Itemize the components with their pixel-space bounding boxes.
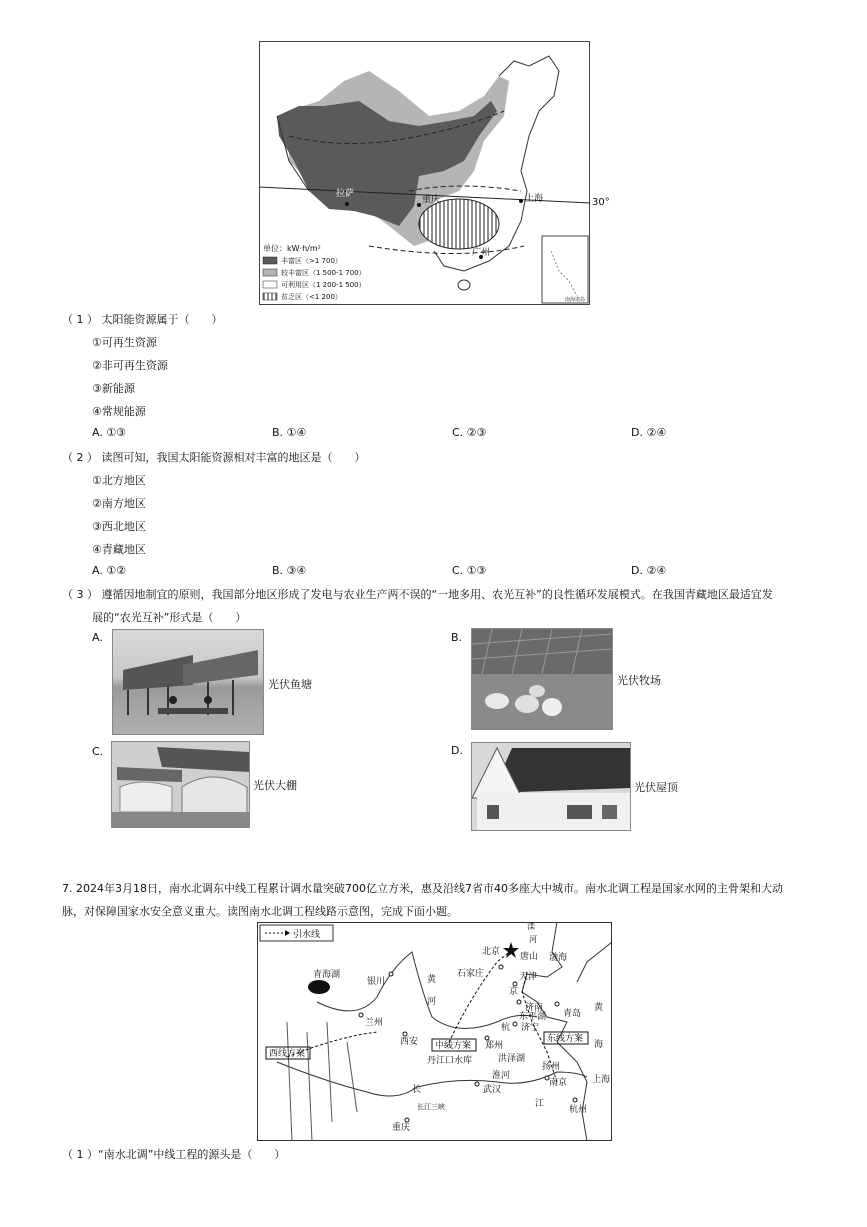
- q7-1-stem: （ 1 ）“南水北调”中线工程的源头是（ ）: [62, 1148, 286, 1161]
- label-qinghai: 青海湖: [313, 970, 341, 980]
- label-hang: 杭: [501, 1023, 511, 1033]
- label-luan: 滦: [527, 922, 535, 931]
- q7-intro-line1: 7. 2024年3月18日，南水北调东中线工程累计调水量突破700亿立方米，惠及沿线7省市40多座大中城市。南水北调工程是国家水网的主骨架和大动: [62, 882, 783, 895]
- legend-item-usable: 可利用区（1 200-1 500）: [281, 281, 366, 289]
- label-hongze: 洪泽湖: [498, 1054, 526, 1064]
- label-tianjin: 天津: [519, 972, 538, 982]
- label-tangshan: 唐山: [520, 952, 539, 962]
- q3-option-a-label: 光伏鱼塘: [268, 678, 312, 691]
- legend-title: 单位：kW·h/m²: [263, 244, 321, 253]
- q2-item-4: ④青藏地区: [92, 543, 146, 556]
- label-luanhe: 河: [529, 935, 537, 944]
- label-chongqing: 重庆: [392, 1123, 411, 1133]
- q3-option-b-label: 光伏牧场: [617, 674, 661, 687]
- q3-option-c-label: 光伏大棚: [253, 779, 297, 792]
- q2-item-3: ③西北地区: [92, 520, 146, 533]
- q3-stem-line1: （ 3 ） 遵循因地制宜的原则，我国部分地区形成了发电与农业生产两不误的“一地多用、农光互补”的良性循环发展模式。在我国青藏地区最适宜发: [62, 588, 773, 601]
- label-huaihe: 淮河: [492, 1071, 511, 1081]
- label-chang: 长: [412, 1085, 422, 1095]
- latitude-label-outer: 30°: [592, 197, 610, 208]
- q1-choice-b[interactable]: B. ①④: [272, 426, 307, 439]
- q2-choice-c[interactable]: C. ①③: [452, 564, 487, 577]
- label-shanghai: 上海: [592, 1075, 611, 1085]
- photo-rooftop: [471, 742, 631, 831]
- label-he: 河: [427, 997, 437, 1007]
- q3-option-a-letter[interactable]: A.: [92, 631, 103, 644]
- label-zhengzhou: 郑州: [485, 1041, 504, 1051]
- label-jinan: 济南: [525, 1003, 544, 1013]
- label-nanjing: 南京: [549, 1078, 568, 1088]
- label-jing: 京: [509, 987, 519, 997]
- q1-choice-a[interactable]: A. ①③: [92, 426, 127, 439]
- legend-item-fairly-rich: 较丰富区（1 500-1 700）: [281, 269, 366, 277]
- label-danjiang: 丹江口水库: [427, 1056, 473, 1066]
- label-hangzhou: 杭州: [569, 1105, 588, 1115]
- inset-label: 南海诸岛: [565, 297, 586, 303]
- q1-choice-d[interactable]: D. ②④: [631, 426, 667, 439]
- photo-pasture: [471, 628, 613, 730]
- label-shijiazhuang: 石家庄: [457, 969, 485, 979]
- q3-option-d-label: 光伏屋顶: [634, 781, 678, 794]
- label-huanghai: 黄: [594, 1003, 604, 1013]
- label-hai: 海: [594, 1040, 604, 1050]
- label-yangzhou: 扬州: [542, 1062, 561, 1072]
- photo-fish-pond: [112, 629, 264, 735]
- q1-item-1: ①可再生资源: [92, 336, 157, 349]
- q1-item-4: ④常规能源: [92, 405, 146, 418]
- q1-item-2: ②非可再生资源: [92, 359, 168, 372]
- legend-item-poor: 贫乏区（<1 200）: [281, 293, 342, 301]
- q1-stem: （ 1 ） 太阳能资源属于（ ）: [62, 313, 223, 326]
- city-guangzhou: 广州: [472, 248, 491, 258]
- map2-legend: 引水线: [293, 930, 321, 940]
- south-north-water-map: [257, 922, 612, 1141]
- legend-item-rich: 丰富区（>1 700）: [281, 257, 342, 265]
- q2-choice-b[interactable]: B. ③④: [272, 564, 307, 577]
- label-xixian: 西线方案: [269, 1049, 306, 1059]
- label-changjiang3: 长江三峡: [417, 1103, 445, 1111]
- label-jiang: 江: [535, 1099, 545, 1109]
- q3-option-c-letter[interactable]: C.: [92, 745, 104, 758]
- q3-stem-line2: 展的“农光互补”形式是（ ）: [92, 611, 247, 624]
- label-qingdao: 青岛: [563, 1009, 582, 1019]
- q2-stem: （ 2 ） 读图可知，我国太阳能资源相对丰富的地区是（ ）: [62, 451, 366, 464]
- q2-choice-d[interactable]: D. ②④: [631, 564, 667, 577]
- label-bohai: 渤海: [549, 953, 568, 963]
- label-lanzhou: 兰州: [365, 1018, 384, 1028]
- label-beijing: 北京: [482, 947, 501, 957]
- q2-choice-a[interactable]: A. ①②: [92, 564, 127, 577]
- label-jining: 济宁: [521, 1023, 540, 1033]
- label-huang: 黄: [427, 975, 437, 985]
- city-lhasa: 拉萨: [336, 189, 355, 199]
- label-xian: 西安: [400, 1037, 419, 1047]
- label-dongxian: 东线方案: [547, 1034, 584, 1044]
- q3-option-b-letter[interactable]: B.: [451, 631, 463, 644]
- q1-item-3: ③新能源: [92, 382, 135, 395]
- q3-option-d-letter[interactable]: D.: [451, 744, 463, 757]
- q2-item-1: ①北方地区: [92, 474, 146, 487]
- label-yinchuan: 银川: [367, 977, 386, 987]
- q1-choice-c[interactable]: C. ②③: [452, 426, 487, 439]
- label-wuhan: 武汉: [483, 1085, 502, 1095]
- label-zhongxian: 中线方案: [435, 1041, 472, 1051]
- q2-item-2: ②南方地区: [92, 497, 146, 510]
- city-shanghai: 上海: [525, 194, 544, 204]
- photo-greenhouse: [111, 741, 250, 828]
- city-chongqing: 重庆: [422, 195, 441, 205]
- solar-resource-map: [259, 41, 590, 305]
- q7-intro-line2: 脉，对保障国家水安全意义重大。读图南水北调工程线路示意图，完成下面小题。: [62, 905, 458, 918]
- label-dongping: 东平湖: [519, 1012, 547, 1022]
